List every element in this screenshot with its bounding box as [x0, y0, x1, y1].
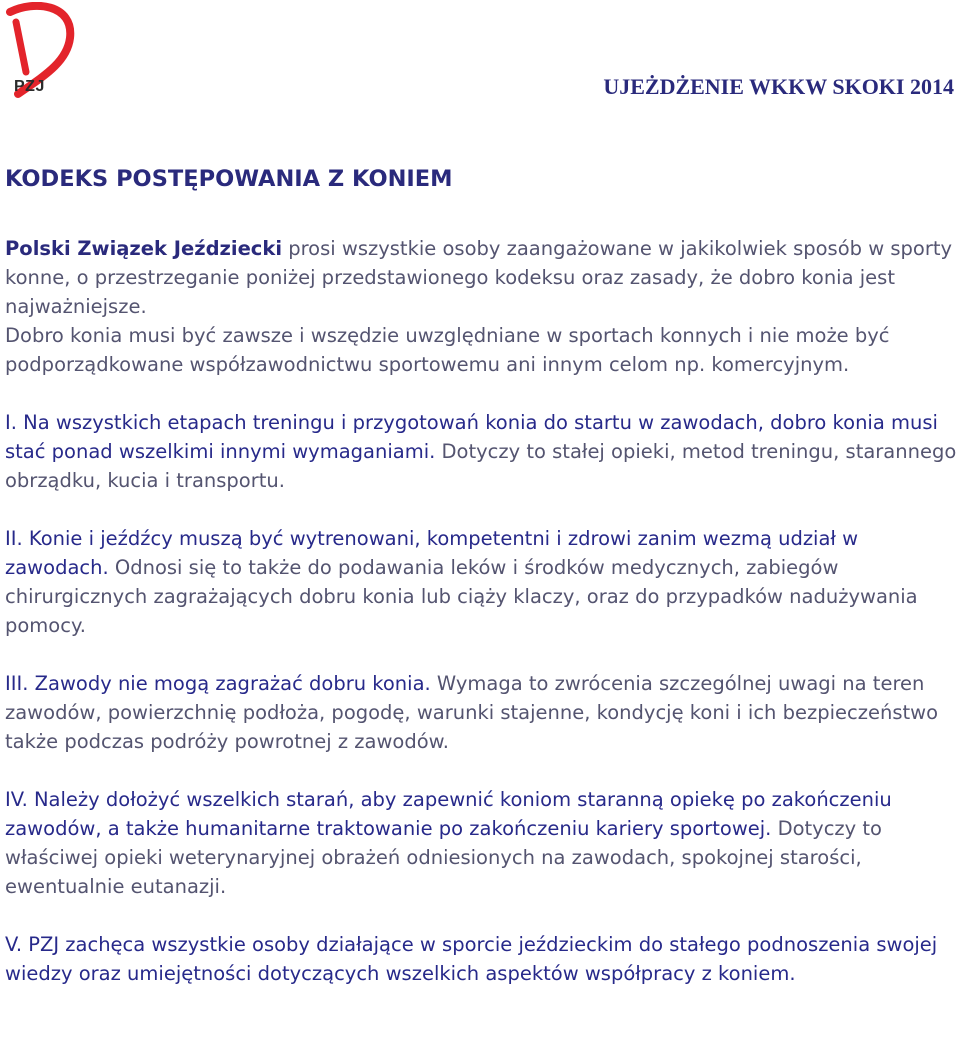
header-title: UJEŻDŻENIE WKKW SKOKI 2014: [603, 74, 954, 99]
rule-1: [5, 408, 960, 495]
rule-5-main: V. PZJ zachęca wszystkie osoby działające w sporcie jeździeckim do stałego podnoszenia swojej wiedzy oraz umiejętności dotyczących wszelkich aspektów współpracy z koniem.: [5, 933, 938, 985]
document-title: KODEKS POSTĘPOWANIA Z KONIEM: [5, 166, 453, 192]
intro-text: prosi wszystkie osoby zaangażowane w jakikolwiek sposób w sporty konne, o przestrzeganie poniżej przedstawionego kodeksu oraz zasady, że dobro konia jest najważniejsze.: [5, 237, 953, 318]
intro-second: Dobro konia musi być zawsze i wszędzie uwzględniane w sportach konnych i nie może być podporządkowane współzawodnictwu sportowemu ani innym celom np. komercyjnym.: [5, 324, 890, 376]
rule-5: [5, 930, 960, 988]
rule-3-main: III. Zawody nie mogą zagrażać dobru konia.: [5, 672, 431, 695]
document-body: [5, 234, 960, 1017]
rule-3-extra: Wymaga to zwrócenia szczególnej uwagi na teren zawodów, powierzchnię podłoża, pogodę, warunki stajenne, kondycję koni i ich bezpieczeństwo także podczas podróży powrotnej z zawodów.: [5, 672, 939, 753]
rule-4-extra: Dotyczy to właściwej opieki weterynaryjnej obrażeń odniesionych na zawodach, spokojnej starości, ewentualnie eutanazji.: [5, 817, 882, 898]
intro-organization: Polski Związek Jeździecki: [5, 237, 283, 260]
intro-paragraph: [5, 234, 960, 379]
rule-1-main: I. Na wszystkich etapach treningu i przygotowań konia do startu w zawodach, dobro konia musi stać ponad wszelkimi innymi wymaganiami.: [5, 411, 938, 463]
rule-2-main: II. Konie i jeźdźcy muszą być wytrenowani, kompetentni i zdrowi zanim wezmą udział w zawodach.: [5, 527, 859, 579]
logo-text: PZJ: [14, 78, 45, 95]
rule-4: [5, 785, 960, 901]
rule-1-extra: Dotyczy to stałej opieki, metod treningu, starannego obrządku, kucia i transportu.: [5, 440, 957, 492]
rule-2: [5, 524, 960, 640]
rule-3: [5, 669, 960, 756]
rule-4-main: IV. Należy dołożyć wszelkich starań, aby zapewnić koniom staranną opiekę po zakończeniu zawodów, a także humanitarne traktowanie po zakończeniu kariery sportowej.: [5, 788, 892, 840]
rule-2-extra: Odnosi się to także do podawania leków i środków medycznych, zabiegów chirurgicznych zagrażających dobru konia lub ciąży klaczy, oraz do przypadków nadużywania pomocy.: [5, 556, 918, 637]
